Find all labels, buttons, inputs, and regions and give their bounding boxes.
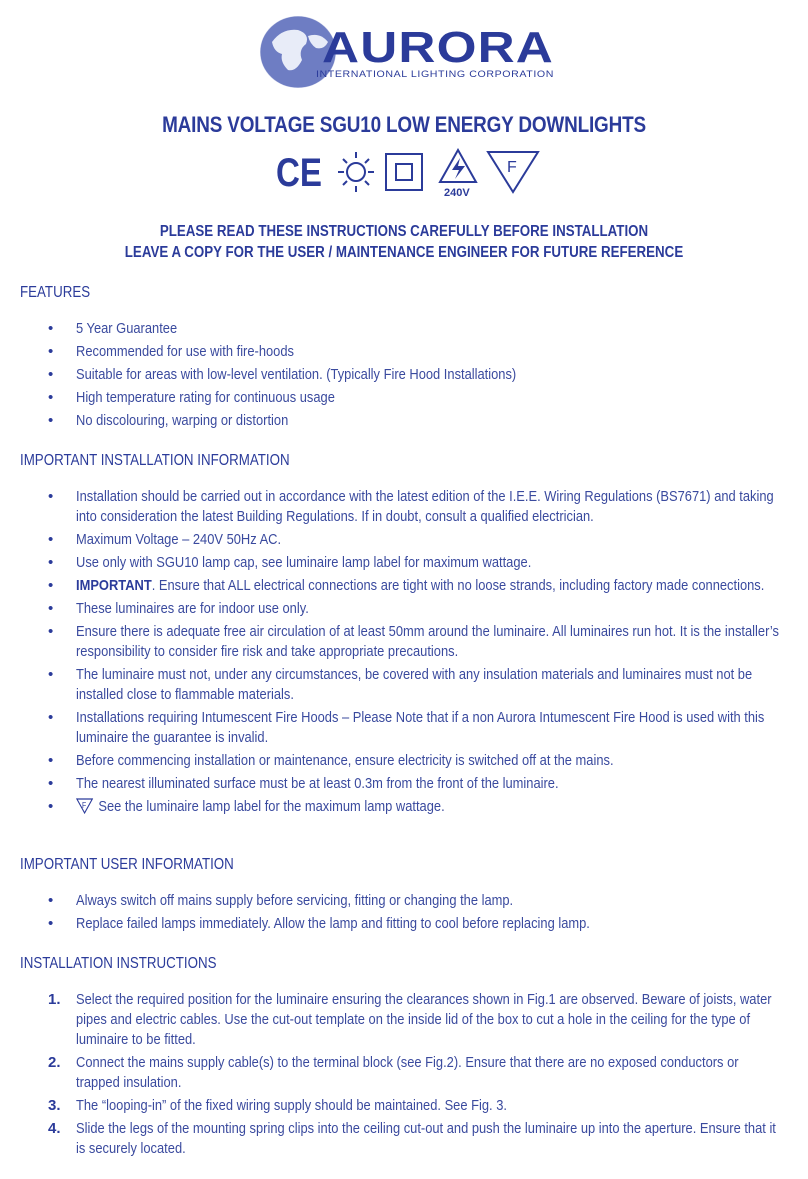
list-item: 2. Connect the mains supply cable(s) to the terminal block (see Fig.2). Ensure that there are no exposed conductors or trapped insulation. [48, 1054, 739, 1091]
list-item: • Before commencing installation or maintenance, ensure electricity is switched off at the mains. [48, 752, 614, 769]
certification-marks [276, 148, 546, 198]
ce-mark-icon [276, 151, 322, 195]
list-item: • Installations requiring Intumescent Fire Hoods – Please Note that if a non Aurora Intumescent Fire Hood is used with this luminaire the guarantee is invalid. [48, 709, 765, 746]
list-item: • Ensure there is adequate free air circulation of at least 50mm around the luminaire. All luminaires run hot. It is the installer’s responsibility to consider fire risk and take appropriate precautions. [48, 623, 779, 660]
instructions-heading: INSTALLATION INSTRUCTIONS [20, 955, 217, 972]
notice-line-2: LEAVE A COPY FOR THE USER / MAINTENANCE ENGINEER FOR FUTURE REFERENCE [124, 244, 684, 261]
brand-tagline: INTERNATIONAL LIGHTING CORPORATION [316, 69, 554, 79]
page-title: MAINS VOLTAGE SGU10 LOW ENERGY DOWNLIGHTS [162, 112, 646, 137]
voltage-warning-icon [440, 150, 476, 198]
svg-text:240V: 240V [444, 187, 470, 198]
user-info-list [0, 891, 808, 937]
brand-name: AURORA [322, 23, 554, 72]
list-item: • Suitable for areas with low-level ventilation. (Typically Fire Hood Installations) [48, 366, 517, 383]
list-item: • Use only with SGU10 lamp cap, see luminaire lamp label for maximum wattage. [48, 554, 532, 571]
svg-text:F: F [82, 800, 87, 811]
svg-text:CE: CE [276, 151, 322, 195]
list-item: • 5 Year Guarantee [48, 320, 178, 337]
list-item: • These luminaires are for indoor use only. [48, 600, 309, 617]
installation-info-heading: IMPORTANT INSTALLATION INFORMATION [20, 452, 290, 469]
aurora-logo [258, 14, 558, 94]
list-item: • Maximum Voltage – 240V 50Hz AC. [48, 531, 282, 548]
list-item: 1. Select the required position for the luminaire ensuring the clearances shown in Fig.1 are observed. Beware of joists, water pipes and electric cables. Use the cut-out template on the inside lid of the box to cut a hole in the ceiling for the type of luminaire to be fitted. [48, 991, 772, 1048]
features-heading: FEATURES [20, 284, 91, 301]
user-info-heading: IMPORTANT USER INFORMATION [20, 856, 234, 873]
list-item: 4. Slide the legs of the mounting spring clips into the ceiling cut-out and push the luminaire up into the aperture. Ensure that it is securely located. [48, 1120, 776, 1157]
f-mark-icon [76, 798, 93, 820]
instructions-list [0, 990, 808, 1162]
list-item: • Always switch off mains supply before servicing, fitting or changing the lamp. [48, 892, 514, 909]
notice-line-1: PLEASE READ THESE INSTRUCTIONS CAREFULLY BEFORE INSTALLATION [159, 223, 649, 240]
list-item: • Installation should be carried out in accordance with the latest edition of the I.E.E. Wiring Regulations (BS7671) and taking into consideration the latest Building Regulations. If in doubt, consult a qualified electrician. [48, 488, 774, 525]
installation-info-list [0, 487, 808, 823]
lamp-symbol-icon [338, 152, 374, 192]
list-item: • The nearest illuminated surface must be at least 0.3m from the front of the luminaire. [48, 775, 559, 792]
list-item: • F See the luminaire lamp label for the maximum lamp wattage. [0, 797, 808, 820]
list-item: • High temperature rating for continuous usage [48, 389, 335, 406]
list-item: • Replace failed lamps immediately. Allow the lamp and fitting to cool before replacing lamp. [48, 915, 590, 932]
double-insulated-icon [386, 154, 422, 190]
list-item: • No discolouring, warping or distortion [48, 412, 289, 429]
list-item: • IMPORTANT. Ensure that ALL electrical connections are tight with no loose strands, including factory made connections. [48, 577, 765, 594]
features-list [0, 319, 808, 434]
svg-text:F: F [507, 159, 517, 176]
list-item: • The luminaire must not, under any circumstances, be covered with any insulation materials and luminaires must not be installed close to flammable materials. [48, 666, 753, 703]
important-label: IMPORTANT [76, 577, 152, 594]
list-item: 3. The “looping-in” of the fixed wiring supply should be maintained. See Fig. 3. [48, 1097, 507, 1114]
list-item: • Recommended for use with fire-hoods [48, 343, 294, 360]
f-mark-icon [488, 152, 538, 192]
